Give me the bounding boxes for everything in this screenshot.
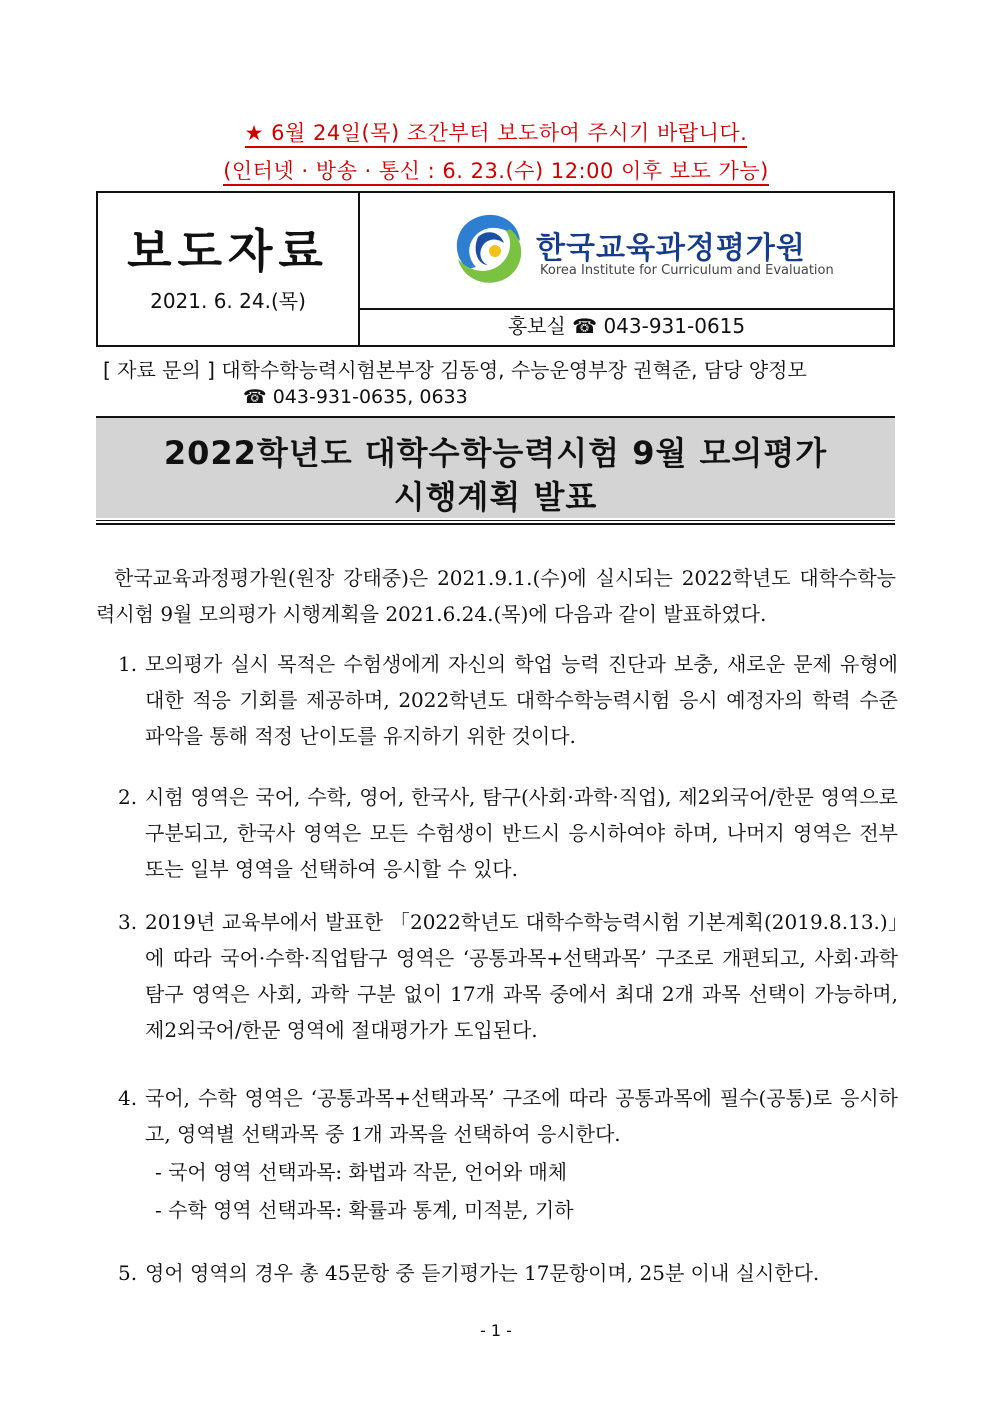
press-release-title: 보도자료 (127, 224, 329, 278)
inquiry-phone: ☎ 043-931-0635, 0633 (243, 386, 468, 408)
item-text: 모의평가 실시 목적은 수험생에게 자신의 학업 능력 진단과 보충, 새로운 문제 유형에 대한 적응 기회를 제공하며, 2022학년도 대학수학능력시험 응시 예정자의 학력 수준 파악을 통해 적정 난이도를 유지하기 위한 것이다. (145, 652, 898, 748)
item-number: 5. (118, 1261, 138, 1285)
item-text: 국어, 수학 영역은 ‘공통과목+선택과목’ 구조에 따라 공통과목에 필수(공통)로 응시하고, 영역별 선택과목 중 1개 과목을 선택하여 응시한다. (145, 1086, 898, 1146)
release-date: 2021. 6. 24.(목) (150, 289, 306, 313)
org-name-korean: 한국교육과정평가원 (536, 231, 806, 266)
page-number: - 1 - (480, 1321, 512, 1340)
list-item (118, 1255, 898, 1291)
pr-office-contact: 홍보실 ☎ 043-931-0615 (360, 308, 893, 345)
kice-logo-icon (448, 207, 530, 289)
item-text: 2019년 교육부에서 발표한 「2022학년도 대학수학능력시험 기본계획(2019.8.13.)」에 따라 국어·수학·직업탐구 영역은 ‘공통과목+선택과목’ 구조로 개편되고, 사회·과학탐구 영역은 사회, 과학 구분 없이 17개 과목 중에서 최대 2개 과목 선택이 가능하며, 제2외국어/한문 영역에 절대평가가 도입된다. (145, 910, 898, 1042)
press-header (96, 191, 895, 347)
press-header-left (98, 193, 360, 345)
list-item (118, 904, 898, 1048)
headline-box (96, 416, 895, 518)
embargo-notice: ★ 6월 24일(목) 조간부터 보도하여 주시기 바랍니다. (0, 117, 992, 147)
item-text: 영어 영역의 경우 총 45문항 중 듣기평가는 17문항이며, 25분 이내 실시한다. (145, 1261, 820, 1285)
item-number: 4. (118, 1086, 138, 1110)
item-number: 2. (118, 785, 138, 809)
inquiry-contact: [ 자료 문의 ] 대학수학능력시험본부장 김동영, 수능운영부장 권혁준, 담당 양정모 (103, 358, 807, 382)
headline-line-2: 시행계획 발표 (393, 478, 598, 516)
org-logo (360, 193, 893, 308)
embargo-detail: (인터넷 · 방송 · 통신 : 6. 23.(수) 12:00 이후 보도 가능) (0, 155, 992, 185)
item-number: 1. (118, 652, 138, 676)
sub-item-math: - 수학 영역 선택과목: 확률과 통계, 미적분, 기하 (155, 1198, 574, 1222)
intro-paragraph: 한국교육과정평가원(원장 강태중)은 2021.9.1.(수)에 실시되는 2022학년도 대학수학능력시험 9월 모의평가 시행계획을 2021.6.24.(목)에 다음과 같이 발표하였다. (96, 566, 896, 626)
list-item (118, 1080, 898, 1152)
item-text: 시험 영역은 국어, 수학, 영어, 한국사, 탐구(사회·과학·직업), 제2외국어/한문 영역으로 구분되고, 한국사 영역은 모든 수험생이 반드시 응시하여야 하며, 나머지 영역은 전부 또는 일부 영역을 선택하여 응시할 수 있다. (145, 785, 898, 881)
headline-line-1: 2022학년도 대학수학능력시험 9월 모의평가 (163, 434, 828, 472)
sub-item-korean: - 국어 영역 선택과목: 화법과 작문, 언어와 매체 (155, 1160, 568, 1184)
list-item (118, 779, 898, 887)
item-number: 3. (118, 910, 138, 934)
list-item (118, 646, 898, 754)
org-name-english: Korea Institute for Curriculum and Evaluation (540, 263, 834, 278)
